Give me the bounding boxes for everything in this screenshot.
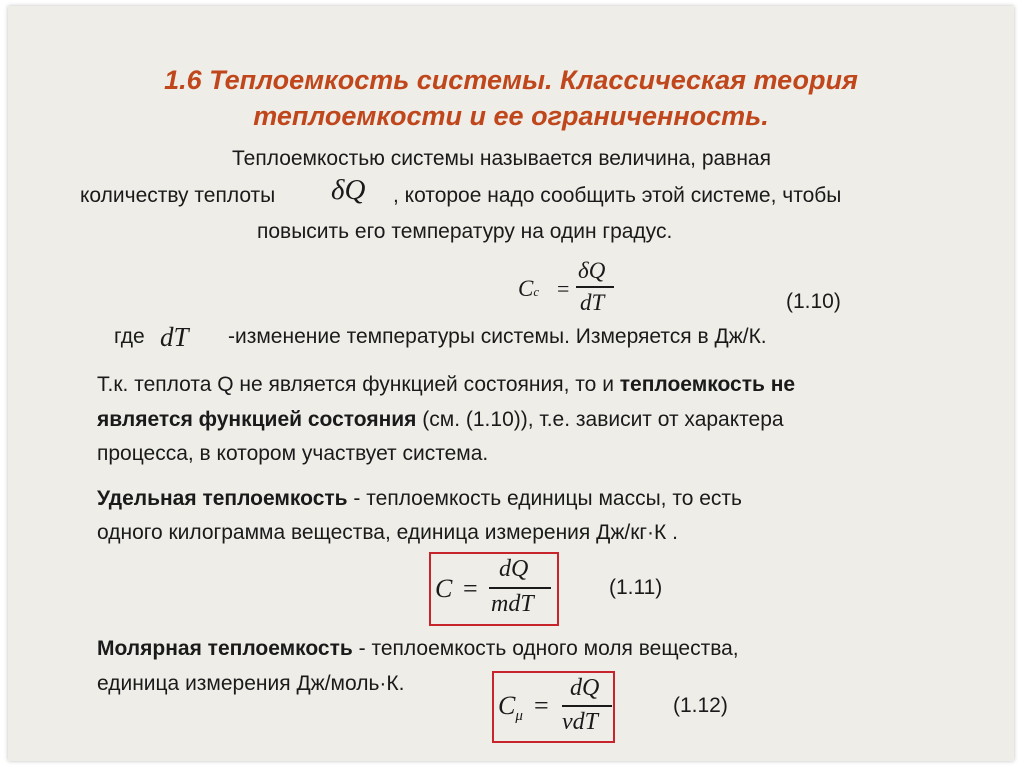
equation-number-1-11: (1.11): [609, 576, 663, 599]
intro-line-1: Теплоемкостью системы называется величина, равная: [232, 147, 771, 170]
formula-1-11-denominator: mdT: [491, 591, 534, 617]
equation-number-1-12: (1.12): [673, 694, 728, 717]
formula-1-12-fraction-bar: [562, 705, 612, 707]
intro-line-2-start: количеству теплоты: [80, 184, 276, 207]
formula-1-10-equals: =: [557, 276, 570, 301]
symbol-dt: dT: [160, 322, 189, 352]
where-prefix: где: [114, 325, 145, 348]
state-note-line-1: Т.к. теплота Q не является функцией состояния, то и теплоемкость не: [97, 373, 796, 396]
slide: [8, 6, 1014, 761]
formula-1-12-denominator: νdT: [562, 709, 598, 735]
formula-1-11-box: [429, 552, 559, 626]
slide-title-line-2: теплоемкости и ее ограниченность.: [253, 101, 769, 131]
formula-1-11-equals: =: [463, 574, 478, 603]
formula-1-11-fraction-bar: [489, 587, 551, 589]
state-note-line-2: является функцией состояния (см. (1.10)), т.е. зависит от характера: [97, 408, 784, 431]
formula-1-10-lhs: Cc: [518, 276, 540, 301]
formula-1-10-numerator: δQ: [578, 258, 606, 283]
molar-line-2: единица измерения Дж/моль·К.: [97, 672, 405, 695]
formula-1-12-numerator: dQ: [570, 675, 600, 701]
formula-1-11-lhs: C: [435, 574, 453, 603]
equation-number-1-10: (1.10): [786, 290, 841, 313]
intro-line-2-end: , которое надо сообщить этой системе, чтобы: [393, 184, 842, 207]
formula-1-12-lhs: $C_\mu$: [498, 691, 523, 724]
specific-line-2: одного килограмма вещества, единица измерения Дж/кг·К .: [97, 521, 678, 544]
where-text: -изменение температуры системы. Измеряется в Дж/К.: [228, 325, 767, 348]
formula-1-12-equals: =: [534, 691, 549, 720]
formula-1-10-fraction-bar: [576, 286, 614, 288]
state-note-line-3: процесса, в котором участвует система.: [97, 442, 489, 465]
symbol-delta-q: δQ: [331, 174, 366, 206]
intro-line-3: повысить его температуру на один градус.: [257, 220, 673, 243]
specific-line-1: Удельная теплоемкость - теплоемкость единицы массы, то есть: [97, 487, 742, 510]
molar-line-1: Молярная теплоемкость - теплоемкость одного моля вещества,: [97, 637, 739, 660]
formula-1-12-box: [492, 671, 615, 743]
formula-1-10-denominator: dT: [580, 290, 605, 315]
slide-title-line-1: 1.6 Теплоемкость системы. Классическая теория: [164, 65, 858, 95]
formula-1-11-numerator: dQ: [499, 556, 529, 582]
